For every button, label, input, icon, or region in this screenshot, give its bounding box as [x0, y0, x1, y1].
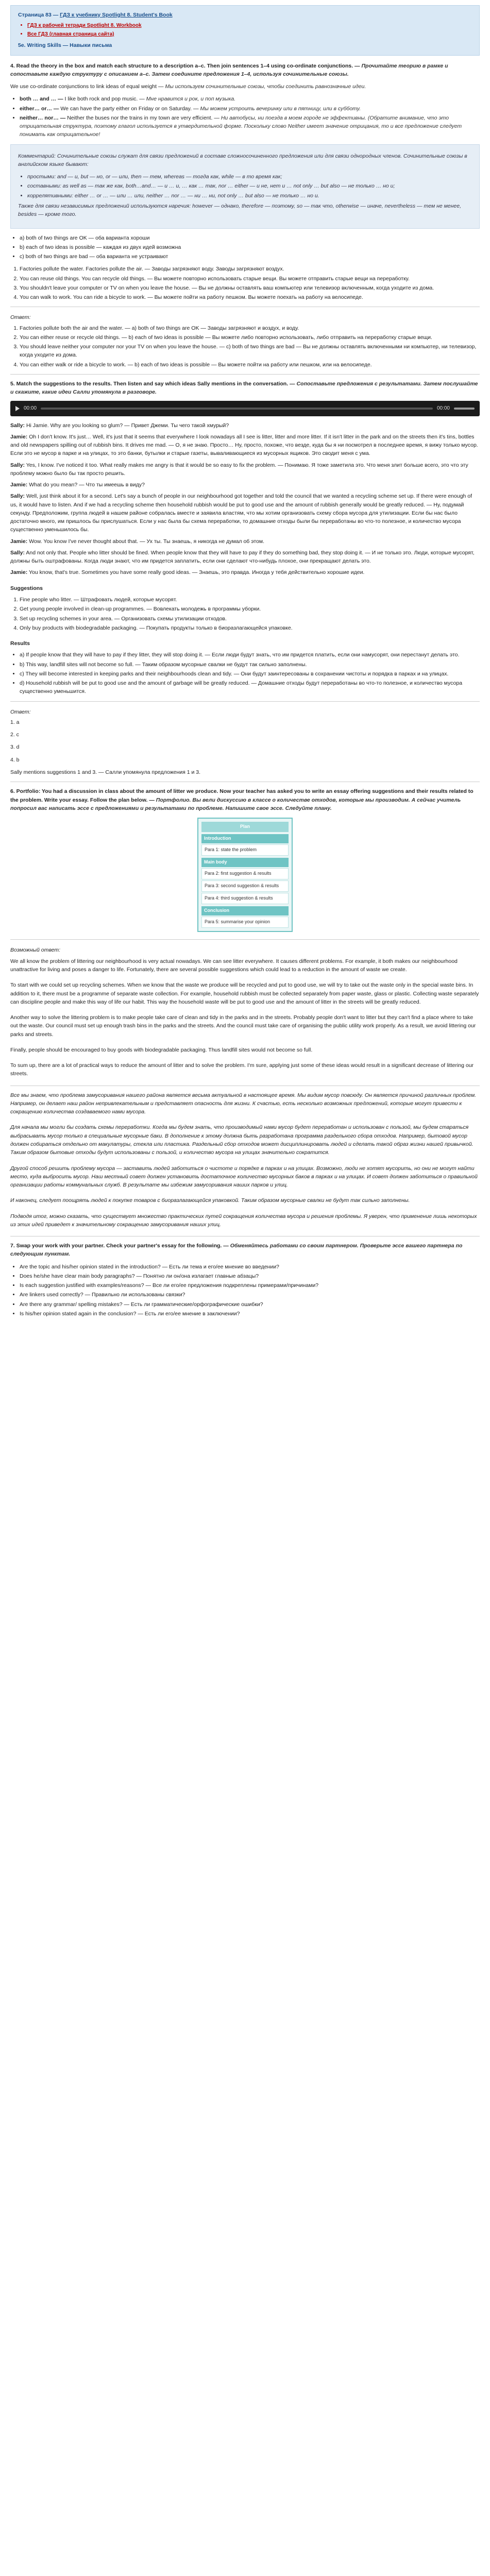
answer-label: Возможный ответ:: [10, 946, 61, 953]
list-item: • Are there any grammar/ spelling mistakes? — Есть ли грамматические/орфографические ошибки?: [20, 1300, 480, 1309]
play-icon[interactable]: [15, 406, 20, 411]
volume-slider[interactable]: [454, 408, 475, 410]
list-item: • both … and … — I like both rock and pop music. — Мне нравится и рок, и поп музыка.: [20, 95, 480, 103]
comment-text: Комментарий: Сочинительные союзы служат для связи предложений в составе сложносочиненного предложения или для связи однородных членов. Сочинительные союзы в английском языке бывают:: [18, 152, 467, 167]
essay-paragraph: Finally, people should be encouraged to buy goods with biodegradable packaging. Thus landfill sites would not become so full.: [10, 1046, 313, 1053]
essay-plan: [197, 818, 293, 931]
header-title-link[interactable]: ГДЗ к учебнику Spotlight 8. Student's Book: [60, 12, 173, 18]
plan-item: Para 5: summarise your opinion: [201, 917, 289, 928]
plan-section-heading: Conclusion: [201, 906, 289, 916]
essay-paragraph: Другой способ решить проблему мусора — заставить людей заботиться о чистоте и порядке в парках и на улицах. Возможно, люди не хотят мусорить, но они не могут найти место, куда выбросить мусор. Наш местный совет должен установить достаточное количество мусорных баков в парках и на улицах. И совет должен заботиться о правильной организации работы коммунальных служб. В результате мы избежим замусоривания наших парков и улиц.: [10, 1165, 478, 1189]
list-item: • Are linkers used correctly? — Правильно ли использованы связки?: [20, 1291, 480, 1299]
task5-title: 5. Match the suggestions to the results. Then listen and say which ideas Sally mentions in the conversation. — Сопоставьте предложения с результатами. Затем послушайте и скажите, какие идеи Салли упомянула в разговоре.: [10, 380, 478, 396]
header-link-home: [27, 30, 472, 39]
list-item: • Does he/she have clear main body paragraphs? — Понятно ли он/она излагает главные абзацы?: [20, 1272, 480, 1280]
dialog-line: Sally: Yes, I know. I've noticed it too. What really makes me angry is that it would be so easy to fix the problem. — Понимаю. Я тоже заметила это. Что меня злит больше всего, это что эту проблему можно было бы так просто решить.: [10, 462, 468, 477]
dialog-line: Jamie: Oh I don't know. It's just… Well, it's just that it seems that everywhere I look nowadays all I see is litter, litter and more litter. If it isn't litter in the park and on the streets then it's tins, bottles and old newspapers spilling out of rubbish bins. It drives me mad. — О, я не знаю. Просто… Ну, просто, похоже, что везде, куда бы я ни посмотрел в последнее время, я вижу только мусор. Если это не мусор в парке и на улицах, то это банки, бутылки и старые газеты, вываливающиеся из мусорных ящиков. Это сводит меня с ума.: [10, 433, 478, 457]
essay-paragraph: Для начала мы могли бы создать схемы переработки. Когда мы будем знать, что производимый нами мусор будет переработан и использован с пользой, мы будем стараться выбрасывать мусор только в специальные мусорные баки. В дополнение к этому должна быть разработана программа раздельного сбора отходов. Например, бытовой мусор должен собираться отдельно от макулатуры, стекла или пластика. Раздельный сбор отходов может дисциплинировать людей и сделать такой образ жизни нашей привычкой. Таким образом бытовые отходы будут использованы с пользой, и количество мусора на улицах значительно сократится.: [10, 1124, 474, 1156]
audio-seek-bar[interactable]: [41, 408, 433, 410]
essay-paragraph: Все мы знаем, что проблема замусоривания нашего района является весьма актуальной в настоящее время. Мы видим мусор повсюду. Он является причиной различных проблем. Например, он делает наш район непривлекательным и представляет опасность для жизни. К счастью, есть несколько возможных предложений, которые могут привести к сокращению количества создаваемого нами мусора.: [10, 1092, 477, 1115]
list-item: 4. You can walk to work. You can ride a bicycle to work. — Вы можете пойти на работу пешком. Вы можете поехать на работу на велосипеде.: [20, 293, 480, 301]
comment-box: [10, 144, 480, 229]
audio-duration: 00:00: [436, 405, 450, 411]
list-item: • either… or… — We can have the party either on Friday or on Saturday. — Мы можем устроить вечеринку или в пятницу, или в субботу.: [20, 105, 480, 113]
workbook-link[interactable]: ГДЗ к рабочей тетради Spotlight 8. Workbook: [27, 23, 142, 29]
dialog-line: Jamie: You know, that's true. Sometimes you have some really good ideas. — Знаешь, это правда. Иногда у тебя действительно хорошие идеи.: [10, 569, 365, 576]
essay-paragraph: To start with we could set up recycling schemes. When we know that the waste we produce will be recycled and put to good use, we will try to take out the waste only in the special waste bins. In addition to it, there must be a programme of separate waste collection. For example, household rubbish must be collected separately from paper waste, glass or plastic. Collecting waste separately can discipline people and make this way of life our habit. This way the household waste will be put to good use and the amount of litter in the streets will be greatly reduced.: [10, 982, 479, 1005]
plan-title: Plan: [201, 822, 289, 832]
plan-item: Para 4: third suggestion & results: [201, 893, 289, 904]
list-item: 4. Only buy products with biodegradable packaging. — Покупать продукты только в биоразлагающейся упаковке.: [20, 624, 480, 632]
list-item: • neither… nor… — Neither the buses nor the trains in my town are very efficient. — Ни автобусы, ни поезда в моем городе не эффективны. (Обратите внимание, что это отрицательная структура, поэтому глагол используется в утвердительной форме. Поскольку слово Neither имеет значение отрицания, то и все предложение следует понимать как отрицательное!: [20, 114, 480, 139]
essay-paragraph: И наконец, следует поощрять людей к покупке товаров с биоразлагающейся упаковкой. Таким образом мусорные свалки не будут так сильно заполнены.: [10, 1197, 410, 1204]
audio-player[interactable]: [10, 401, 480, 416]
list-item: • c) They will become interested in keeping parks and their neighbourhoods clean and tidy. — Они будут заинтересованы в сохранении чистоты и порядка в парках и на улицах.: [20, 670, 480, 678]
sentence-list: [20, 265, 480, 301]
dialog-line: Jamie: Wow. You know I've never thought about that. — Ух ты. Ты знаешь, я никогда не думал об этом.: [10, 538, 265, 545]
plan-wrapper: [10, 818, 480, 931]
answer-line: 4. b: [10, 756, 20, 763]
task4-intro: We use co-ordinate conjunctions to link ideas of equal weight — Мы используем сочинительные союзы, чтобы соединить равнозначные идеи.: [10, 83, 366, 90]
list-item: • a) If people know that they will have to pay if they litter, they will stop doing it. — Если люди будут знать, что им придется платить, если они намусорят, они перестанут делать это.: [20, 651, 480, 659]
plan-item: Para 2: first suggestion & results: [201, 868, 289, 879]
essay-paragraph: We all know the problem of littering our neighbourhood is very actual nowadays. We can see litter everywhere. It causes different problems. For example, it both makes our neighbourhood unattractive for living and poses a danger to life. Fortunately, there are several possible suggestions which could lead to a reduction in the amount of waste we create.: [10, 958, 458, 973]
list-item: • b) each of two ideas is possible — каждая из двух идей возможна: [20, 243, 480, 251]
plan-item: Para 1: state the problem: [201, 844, 289, 856]
list-item: • c) both of two things are bad — оба варианта не устраивают: [20, 252, 480, 261]
essay-english: [10, 957, 480, 1078]
plan-item: Para 3: second suggestion & results: [201, 880, 289, 892]
essay-paragraph: Another way to solve the littering problem is to make people take care of clean and tidy in the parks and in the streets. Probably people don't want to litter but they can't find a place where to take out the waste. Our council must set up enough trash bins in the parks and the streets. And the council must take care of organising the public utility work properly. As a result, we avoid littering our parks and streets.: [10, 1014, 476, 1038]
dialog: [10, 421, 480, 577]
list-item: • Are the topic and his/her opinion stated in the introduction? — Есть ли тема и его/ее мнение во введении?: [20, 1263, 480, 1271]
task4-title: 4. Read the theory in the box and match each structure to a description a–c. Then join sentences 1–4 using co-ordinate conjunctions. — Прочитайте теорию в рамке и сопоставьте каждую структуру с описанием a–c. Затем соедините предложения 1–4, используя сочинительные союзы.: [10, 62, 448, 77]
answer-label: Ответ:: [10, 708, 31, 715]
divider: [10, 939, 480, 940]
list-item: • d) Household rubbish will be put to good use and the amount of garbage will be greatly reduced. — Домашние отходы будут переработаны во что-то полезное, и количество мусора существенно уменьшится.: [20, 679, 480, 696]
suggestion-list: [20, 596, 480, 632]
audio-current-time: 00:00: [24, 405, 37, 411]
comment-list: [27, 173, 472, 200]
list-item: 3. You should leave neither your computer nor your TV on when you leave the house. — c) both of two things are bad — Вы не должны оставлять включенными ни компьютер, ни телевизор, когда уходите из дома.: [20, 343, 480, 360]
answer-label: Ответ:: [10, 314, 31, 321]
task6-title: 6. Portfolio: You had a discussion in class about the amount of litter we produce. Now your teacher has asked you to write an essay offering suggestions and their results related to the problem. Write your essay. Follow the plan below. — Портфолио. Вы вели дискуссию в классе о количестве отходов, которые мы производим. А сейчас учитель попросил вас написать эссе с предложениями и результатами по проблеме. Напишите свое эссе. Следуйте плану.: [10, 788, 474, 811]
dialog-line: Sally: Hi Jamie. Why are you looking so glum? — Привет Джеми. Ты чего такой хмурый?: [10, 422, 229, 429]
list-item: • Is each suggestion justified with examples/reasons? — Все ли его/ее предложения подкреплены примерами/причинами?: [20, 1281, 480, 1290]
plan-section-heading: Introduction: [201, 834, 289, 843]
task7-title: 7. Swap your work with your partner. Check your partner's essay for the following. — Обменяйтесь работами со своим партнером. Проверьте эссе вашего партнера по следующим пунктам.: [10, 1243, 463, 1258]
header-link-workbook: [27, 21, 472, 30]
list-item: 1. Factories pollute the water. Factories pollute the air. — Заводы загрязняют воду. Заводы загрязняют воздух.: [20, 265, 480, 273]
suggestions-heading: Suggestions: [10, 585, 43, 591]
divider: [10, 374, 480, 375]
list-item: • Is his/her opinion stated again in the conclusion? — Есть ли его/ее мнение в заключении?: [20, 1310, 480, 1318]
list-item: 2. You can either reuse or recycle old things. — b) each of two ideas is possible — Вы можете либо повторно использовать, либо отправить на переработку старые вещи.: [20, 333, 480, 342]
list-item: • составными: as well as — так же как, both…and… — и … и, … как … так, nor … either — и не, нет и … not only … but also — не только … но и;: [27, 182, 472, 190]
list-item: • a) both of two things are OK — оба варианта хороши: [20, 234, 480, 242]
list-item: 4. You can either walk or ride a bicycle to work. — b) each of two ideas is possible — Вы можете пойти на работу или пешком, или на велосипеде.: [20, 361, 480, 369]
comment-tail: Также для связи независимых предложений используются наречия: however — однако, therefore — поэтому, so — так что, otherwise — иначе, nevertheless — тем не менее, besides — кроме того.: [18, 202, 462, 218]
answer-line: 2. c: [10, 732, 19, 738]
answer-line: 1. a: [10, 719, 20, 725]
list-item: 2. Get young people involved in clean-up programmes. — Вовлекать молодежь в программы уборки.: [20, 605, 480, 613]
list-item: 3. You shouldn't leave your computer or TV on when you leave the house. — Вы не должны оставлять ваш компьютер или телевизор включенным, когда уходите из дома.: [20, 284, 480, 292]
answer-list: [20, 324, 480, 369]
list-item: 1. Factories pollute both the air and the water. — a) both of two things are OK — Заводы загрязняют и воздух, и воду.: [20, 324, 480, 332]
header-title: Страница 83 — ГДЗ к учебнику Spotlight 8. Student's Book: [18, 12, 173, 18]
plan-section-heading: Main body: [201, 858, 289, 867]
results-list: [20, 651, 480, 696]
checklist: [20, 1263, 480, 1318]
answer-line: 3. d: [10, 744, 20, 751]
header-box: [10, 5, 480, 56]
divider: [10, 701, 480, 702]
essay-russian: [10, 1091, 480, 1229]
list-item: 3. Set up recycling schemes in your area. — Организовать схемы утилизации отходов.: [20, 615, 480, 623]
dialog-line: Sally: Well, just think about it for a second. Let's say a bunch of people in our neighbourhood got together and told the council that we wanted a recycling scheme set up. If there were enough of us, it would have to listen. And if we had a recycling scheme then household rubbish would be put to good use and the amount of rubbish generally would be greatly reduced. — Ну, подумай секунду. Предположим, группа людей в нашем районе собралась вместе и заявила властям, что мы хотим организовать схему сбора мусора для утилизации. Если бы нас было достаточно много, им пришлось бы прислушаться. Если у нас была бы схема переработки, то домашние отходы были бы переработаны во что-то полезное, и количество мусора существенно уменьшилось бы.: [10, 493, 472, 533]
dialog-line: Jamie: What do you mean? — Что ты имеешь в виду?: [10, 482, 145, 488]
results-heading: Results: [10, 640, 30, 647]
list-item: 1. Fine people who litter. — Штрафовать людей, которые мусорят.: [20, 596, 480, 604]
list-item: • простыми: and — и, but — но, or — или, then — тем, whereas — тогда как, while — в то время как;: [27, 173, 472, 181]
list-item: • b) This way, landfill sites will not become so full. — Таким образом мусорные свалки не будут так сильно заполнены.: [20, 660, 480, 669]
list-item: 2. You can reuse old things. You can recycle old things. — Вы можете повторно использовать старые вещи. Вы можете отправить старые вещи на переработку.: [20, 275, 480, 283]
essay-paragraph: Подводя итог, можно сказать, что существует множество практических путей сокращения количества мусора и решения проблемы. Я уверен, что применение лишь некоторых из этих идей приведет к значительному сокращению замусоривания наших улиц.: [10, 1213, 477, 1228]
section-title: 5e. Writing Skills — Навыки письма: [18, 42, 112, 49]
essay-paragraph: To sum up, there are a lot of practical ways to reduce the amount of litter and to solve the problem. I'm sure, applying just some of these ideas would result in a significant decrease of littering our streets.: [10, 1062, 474, 1077]
conjunction-list: [20, 95, 480, 139]
list-item: • коррелятивными: either … or … — или … или, neither … nor … — ни … ни, not only … but also — не только … но и.: [27, 192, 472, 200]
home-link[interactable]: Все ГДЗ (главная страница сайта): [27, 31, 114, 37]
dialog-line: Sally: And not only that. People who litter should be fined. When people know that they will have to pay if they do something bad, they stop doing it. — И не только это. Люди, которые мусорят, должны быть оштрафованы. Когда люди знают, что им придется заплатить, если они сделают что-нибудь плохое, они прекращают делать это.: [10, 549, 475, 565]
mention-line: Sally mentions suggestions 1 and 3. — Салли упомянула предложения 1 и 3.: [10, 769, 201, 775]
header-links: [18, 21, 472, 38]
match-list: [20, 234, 480, 261]
